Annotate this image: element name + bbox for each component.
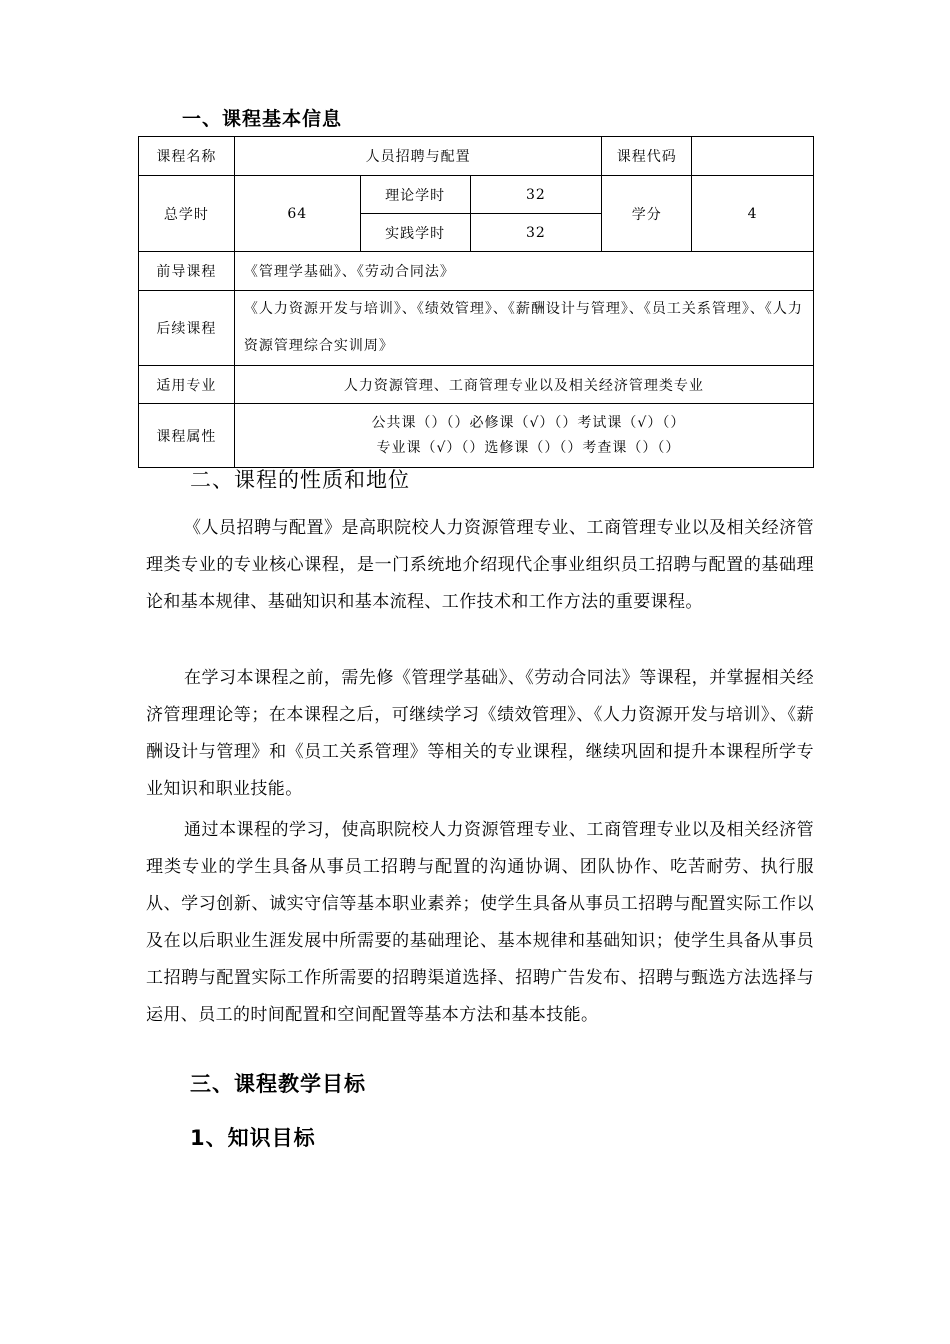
credit-label: 学分 xyxy=(602,176,692,252)
course-name-label: 课程名称 xyxy=(139,137,235,176)
credit-value: 4 xyxy=(692,176,814,252)
course-code-value xyxy=(692,137,814,176)
practice-hours-value: 32 xyxy=(470,214,602,252)
subsection-1-title: 1、知识目标 xyxy=(190,1126,316,1150)
theory-hours-label: 理论学时 xyxy=(360,176,470,214)
section-1-title: 一、课程基本信息 xyxy=(182,108,343,130)
paragraph: 通过本课程的学习，使高职院校人力资源管理专业、工商管理专业以及相关经济管理类专业的学生具备从事员工招聘与配置的沟通协调、团队协作、吃苦耐劳、执行服从、学习创新、诚实守信等基本职业素养；使学生具备从事员工招聘与配置实际工作以及在以后职业生涯发展中所需要的基础理论、基本规律和基础知识；使学生具备从事员工招聘与配置实际工作所需要的招聘渠道选择、招聘广告发布、招聘与甄选方法选择与运用、员工的时间配置和空间配置等基本方法和基本技能。 xyxy=(146,820,814,1025)
prereq-value: 《管理学基础》、《劳动合同法》 xyxy=(234,252,813,291)
attr-line-1: 公共课（）（）必修课（√）（）考试课（√）（） xyxy=(371,414,686,431)
attr-line-2: 专业课（√）（）选修课（）（）考查课（）（） xyxy=(376,439,681,456)
course-name-value: 人员招聘与配置 xyxy=(234,137,601,176)
followup-value: 《人力资源开发与培训》、《绩效管理》、《薪酬设计与管理》、《员工关系管理》、《人力资源管理综合实训周》 xyxy=(234,291,813,366)
attr-value xyxy=(234,404,813,468)
table-row xyxy=(139,291,814,366)
paragraph: 在学习本课程之前，需先修《管理学基础》、《劳动合同法》等课程，并掌握相关经济管理理论等；在本课程之后，可继续学习《绩效管理》、《人力资源开发与培训》、《薪酬设计与管理》和《员工关系管理》等相关的专业课程，继续巩固和提升本课程所学专业知识和职业技能。 xyxy=(146,668,814,799)
table-row xyxy=(139,137,814,176)
attr-label: 课程属性 xyxy=(139,404,235,468)
prereq-label: 前导课程 xyxy=(139,252,235,291)
course-code-label: 课程代码 xyxy=(602,137,692,176)
section-3-title: 三、课程教学目标 xyxy=(190,1072,366,1096)
table-row xyxy=(139,176,814,214)
section-2-title: 二、课程的性质和地位 xyxy=(190,468,410,492)
theory-hours-value: 32 xyxy=(470,176,602,214)
course-info-table xyxy=(138,136,814,468)
total-hours-label: 总学时 xyxy=(139,176,235,252)
table-row xyxy=(139,252,814,291)
table-row xyxy=(139,366,814,404)
followup-label: 后续课程 xyxy=(139,291,235,366)
table-row xyxy=(139,404,814,468)
major-label: 适用专业 xyxy=(139,366,235,404)
paragraph: 《人员招聘与配置》是高职院校人力资源管理专业、工商管理专业以及相关经济管理类专业的专业核心课程，是一门系统地介绍现代企事业组织员工招聘与配置的基础理论和基本规律、基础知识和基本流程、工作技术和工作方法的重要课程。 xyxy=(146,518,814,612)
total-hours-value: 64 xyxy=(234,176,360,252)
major-value: 人力资源管理、工商管理专业以及相关经济管理类专业 xyxy=(234,366,813,404)
practice-hours-label: 实践学时 xyxy=(360,214,470,252)
